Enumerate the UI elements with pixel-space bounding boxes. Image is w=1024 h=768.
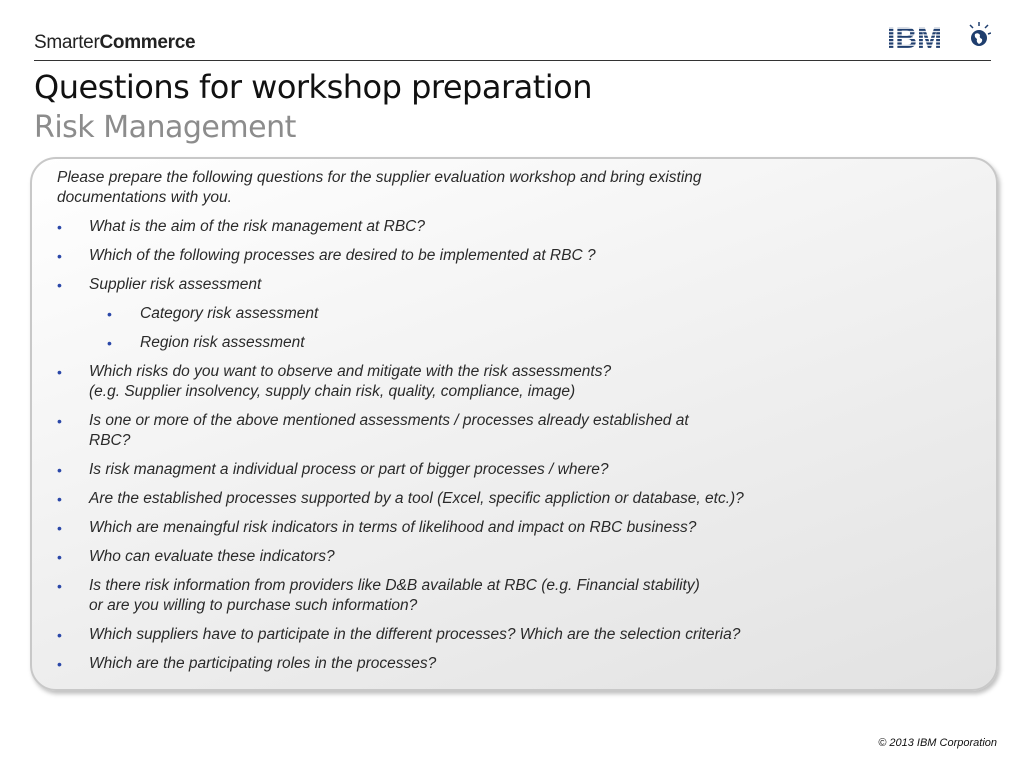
bullet-icon: • [57,491,62,507]
smarter-planet-icon [970,22,991,46]
copyright-notice: © 2013 IBM Corporation [878,737,997,749]
question-list [57,217,847,674]
bullet-icon: • [107,335,112,351]
question-text: Which suppliers have to participate in the different processes? Which are the selection criteria? [89,626,741,643]
bullet-icon: • [57,520,62,536]
bullet-icon: • [57,462,62,478]
question-text-continued: or are you willing to purchase such information? [89,597,418,614]
question-text: Are the established processes supported by a tool (Excel, specific appliction or database, etc.)? [89,490,744,507]
ibm-logo [887,22,991,54]
bullet-icon: • [107,306,112,322]
question-item [57,625,847,645]
question-text: Supplier risk assessment [89,276,262,293]
slide-title: Questions for workshop preparation [34,68,593,106]
question-text: Which of the following processes are desired to be implemented at RBC ? [89,247,596,264]
question-text: Category risk assessment [140,305,319,322]
question-item [57,411,847,451]
question-item [57,217,847,237]
question-text: Region risk assessment [140,334,305,351]
question-text: Which are the participating roles in the processes? [89,655,437,672]
question-text: Who can evaluate these indicators? [89,548,335,565]
question-item [57,275,847,295]
intro-text [57,168,847,208]
bullet-icon: • [57,364,62,380]
brand-bold: Commerce [99,32,196,53]
question-text: Which risks do you want to observe and mitigate with the risk assessments? [89,363,612,380]
ibm-logo-text: IBM [887,22,942,54]
bullet-icon: • [57,549,62,565]
question-item [57,518,847,538]
question-text: Is risk managment a individual process or part of bigger processes / where? [89,461,609,478]
question-item [57,654,847,674]
sub-question-item [57,333,847,353]
bullet-icon: • [57,413,62,429]
question-item [57,362,847,402]
question-text-continued: RBC? [89,432,131,449]
bullet-icon: • [57,277,62,293]
question-item [57,576,847,616]
slide-subtitle: Risk Management [34,110,296,145]
question-text: Which are menaingful risk indicators in terms of likelihood and impact on RBC business? [89,519,697,536]
question-text-continued: (e.g. Supplier insolvency, supply chain risk, quality, compliance, image) [89,383,576,400]
questions-content [57,168,847,683]
intro-line-1: Please prepare the following questions for the supplier evaluation workshop and bring existing [57,169,702,186]
question-item [57,489,847,509]
question-text: Is one or more of the above mentioned assessments / processes already established at [89,412,689,429]
question-text: What is the aim of the risk management at RBC? [89,218,425,235]
sub-question-item [57,304,847,324]
bullet-icon: • [57,219,62,235]
slide-header [34,22,991,61]
question-item [57,547,847,567]
smarter-commerce-logo [34,32,195,54]
bullet-icon: • [57,248,62,264]
intro-line-2: documentations with you. [57,189,232,206]
question-item [57,246,847,266]
bullet-icon: • [57,656,62,672]
question-text: Is there risk information from providers like D&B available at RBC (e.g. Financial stability) [89,577,700,594]
brand-light: Smarter [34,32,100,53]
bullet-icon: • [57,578,62,594]
question-item [57,460,847,480]
bullet-icon: • [57,627,62,643]
